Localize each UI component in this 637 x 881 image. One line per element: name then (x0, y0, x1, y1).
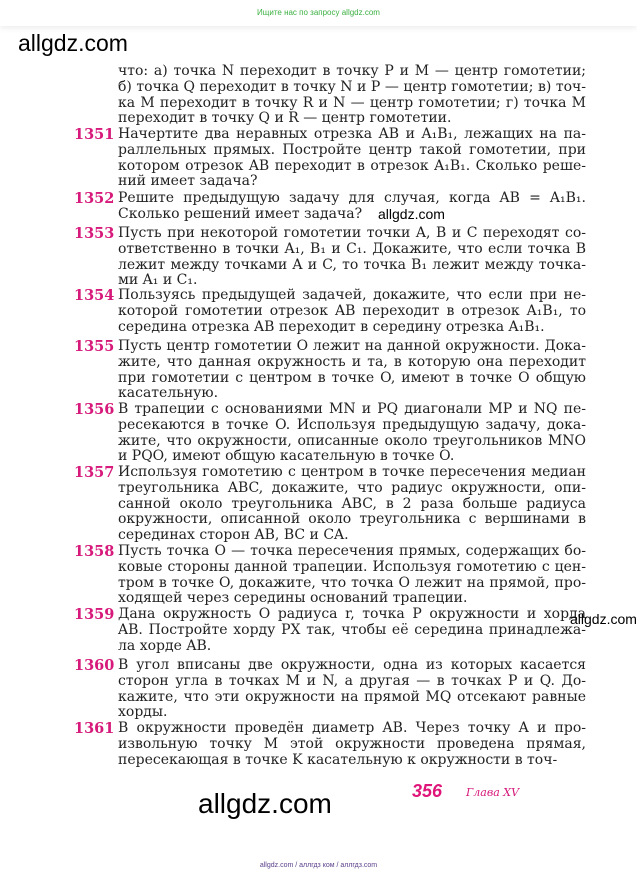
text-line: жите, что данная окружность и та, в которую она переходит (118, 353, 586, 370)
problem-1353 (74, 225, 586, 289)
text-line: которой гомотетии отрезок AB переходит в отрезок A₁B₁, то (118, 302, 586, 319)
text-line: ла хорде AB. (118, 637, 212, 654)
text-line: В трапеции с основаниями MN и PQ диагонали MP и NQ пе- (118, 401, 586, 417)
page-number: 356 (412, 781, 443, 801)
problem-number: 1361 (74, 720, 115, 737)
text-line: и PQO, имеют общую касательную в точке O. (118, 448, 455, 465)
text-line: ответственно в точки A₁, B₁ и C₁. Докажите, что если точка B (118, 240, 586, 257)
text-line: б) точка Q переходит в точку N и P — центр гомотетии; в) точ- (118, 78, 586, 95)
text-line: пересекающая в точке K касательную к окружности в точ- (118, 751, 558, 768)
text-line: ресекаются в точке O. Используя предыдущую задачу, дока- (118, 416, 586, 433)
problem-1352 (74, 190, 586, 223)
text-line: извольную точку M этой окружности проведена прямая, (118, 735, 586, 752)
problem-number: 1356 (74, 401, 115, 418)
watermark: allgdz.com (18, 30, 128, 56)
text-line: лежит между точками A и C, то точка B₁ лежит между точка- (118, 256, 586, 273)
top-banner (0, 0, 637, 26)
text-line: кажите, что эти окружности на прямой MQ отсекают равные (118, 688, 586, 705)
text-line: Пусть при некоторой гомотетии точки A, B и C переходят со- (118, 225, 586, 241)
text-line: ка M переходит в точку R и N — центр гомотетии; г) точка M (118, 94, 586, 111)
text-line: Сколько решений имеет задача? (118, 205, 363, 222)
text-line: треугольника ABC, докажите, что радиус окружности, опи- (118, 479, 586, 496)
problem-1356 (74, 401, 586, 465)
text-line: Начертите два неравных отрезка AB и A₁B₁, лежащих на па- (118, 126, 586, 142)
problem-1358 (74, 543, 586, 607)
text-line: Пользуясь предыдущей задачей, докажите, что если при не- (118, 287, 586, 303)
text-line: Используя гомотетию с центром в точке пересечения медиан (118, 464, 586, 480)
problem-number: 1360 (74, 657, 115, 674)
text-line: В угол вписаны две окружности, одна из которых касается (118, 657, 586, 673)
text-line: раллельных прямых. Постройте центр такой гомотетии, при (118, 141, 586, 158)
problem-1351 (74, 126, 586, 190)
text-line: Решите предыдущую задачу для случая, когда AB = A₁B₁. (118, 190, 586, 206)
text-line: ми A₁ и C₁. (118, 272, 198, 289)
text-line: Пусть центр гомотетии O лежит на данной окружности. Дока- (118, 338, 586, 354)
text-line: ний имеет задача? (118, 173, 258, 190)
text-line: Дана окружность O радиуса r, точка P окружности и хорда (118, 606, 586, 622)
problem-number: 1351 (74, 126, 115, 143)
problem-number: 1353 (74, 225, 115, 242)
problem-number: 1355 (74, 338, 115, 355)
text-line: окружности, описанной около треугольника с вершинами в (118, 511, 586, 528)
problem-number: 1357 (74, 464, 115, 481)
problem-1354 (74, 287, 586, 335)
text-line: сторон угла в точках M и N, а другая — в точках P и Q. До- (118, 672, 586, 689)
problem-number: 1359 (74, 606, 115, 623)
watermark: allgdz.com (570, 611, 637, 627)
text-line: жите, что окружности, описанные около треугольников MNO (118, 432, 586, 449)
text-line: В окружности проведён диаметр AB. Через точку A и про- (118, 720, 586, 736)
text-line: переходит в точку Q и R — центр гомотетии. (118, 110, 452, 127)
text-line: середина отрезка AB переходит в середину отрезка A₁B₁. (118, 318, 545, 335)
watermark: allgdz.com (378, 206, 445, 222)
footer-links[interactable]: allgdz.com / аллгдз ком / аллгдз.com (259, 862, 378, 869)
chapter-label: Глава XV (466, 786, 520, 799)
text-line: что: а) точка N переходит в точку P и M — центр гомотетии; (118, 63, 586, 79)
text-line: касательную. (118, 385, 219, 402)
problem-1360 (74, 657, 586, 721)
intro-text (118, 64, 586, 127)
text-line: санной около треугольника ABC, в 2 раза больше радиуса (118, 495, 586, 512)
text-line: при гомотетии с центром в точке O, имеют в точке O общую (118, 369, 586, 386)
problem-number: 1358 (74, 543, 115, 560)
watermark: allgdz.com (198, 788, 332, 819)
text-line: ковые стороны данной трапеции. Используя гомотетию с цен- (118, 558, 586, 575)
problem-number: 1354 (74, 287, 115, 304)
text-line: котором отрезок AB переходит в отрезок A₁B₁. Сколько реше- (118, 157, 586, 174)
text-line: хорды. (118, 704, 168, 721)
text-line: ходящей через середины оснований трапеции. (118, 590, 468, 607)
problem-number: 1352 (74, 190, 115, 207)
text-line: тром в точке O, докажите, что точка O лежит на прямой, про- (118, 574, 586, 591)
text-line: Пусть точка O — точка пересечения прямых, содержащих бо- (118, 543, 586, 559)
problem-1357 (74, 464, 586, 544)
text-line: AB. Постройте хорду PX так, чтобы её середина принадлежа- (118, 621, 586, 638)
problem-1359 (74, 606, 586, 654)
problem-1361 (74, 720, 586, 768)
problem-1355 (74, 338, 586, 402)
top-banner-text[interactable]: Ищите нас по запросу allgdz.com (257, 8, 380, 17)
text-line: серединах сторон AB, BC и CA. (118, 527, 349, 544)
